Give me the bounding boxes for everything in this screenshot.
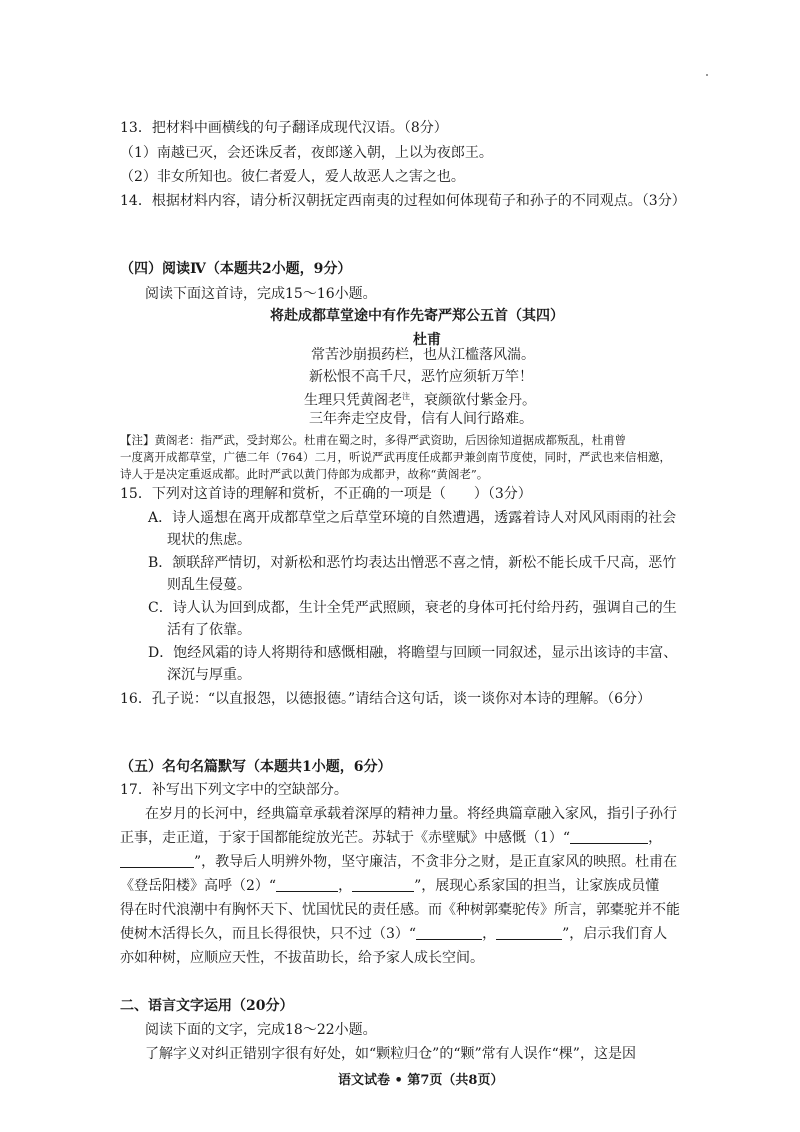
note-line-3: 诗人于是决定重返成都。此时严武以黄门侍郎为成都尹，故称“黄阁老”。 [120,467,489,481]
poem-line-3-part-2: ，衰颜欲付紫金丹。 [410,392,536,409]
blank-3a[interactable] [416,925,482,940]
passage-line-3 [120,852,677,872]
scan-speck [706,74,708,76]
note-marker: 注 [402,392,410,401]
passage-comma-1: ， [648,830,663,846]
option-d-line-2: 深沉与厚重。 [167,667,251,683]
option-c-line-2: 活有了依靠。 [167,622,251,638]
question-14: 14．根据材料内容，请分析汉朝抚定西南夷的过程如何体现荀子和孙子的不同观点。（3分） [120,193,686,209]
blank-2b[interactable] [352,877,414,892]
passage-comma-3: ， [482,926,497,942]
option-b-line-2: 则乱生侵蔓。 [167,577,251,593]
blank-2a[interactable] [276,877,338,892]
passage-line-2 [120,828,662,848]
question-13-stem: 13．把材料中画横线的句子翻译成现代汉语。（8分） [120,120,448,136]
question-13-sentence-1: （1）南越已灭，会还诛反者，夜郎遂入朝，上以为夜郎王。 [120,145,493,161]
section-4-heading: （四）阅读Ⅳ（本题共2小题，9分） [120,261,352,277]
blank-3b[interactable] [496,925,562,940]
poem-line-3-part-1: 生理只凭黄阁老 [304,392,402,409]
passage-line-4-text: 《登岳阳楼》高呼（2）“ [120,878,277,894]
part-2-passage-line-1: 了解字义对纠正错别字很有好处，如“颗粒归仓”的“颗”常有人误作“棵”，这是因 [145,1046,636,1062]
poem-author: 杜甫 [413,332,441,348]
question-17-stem: 17．补写出下列文字中的空缺部分。 [120,782,348,798]
passage-line-5: 得在时代浪潮中有胸怀天下、忧国忧民的责任感。而《种树郭橐驼传》所言，郭橐驼并不能 [120,902,680,918]
part-2-heading: 二、语言文字运用（20分） [120,998,294,1014]
poem-line-3 [304,387,536,411]
passage-line-4 [120,876,659,896]
passage-line-4-tail: ”，展现心系家国的担当，让家族成员懂 [414,878,660,894]
poem-line-4: 三年奔走空皮骨，信有人间行路难。 [309,411,533,427]
poem-line-2: 新松恨不高千尺，恶竹应须斩万竿！ [309,369,533,385]
option-a-line-2: 现状的焦虑。 [167,532,251,548]
passage-comma-2: ， [338,878,353,894]
passage-line-2-text: 正事，走正道，于家于国都能绽放光芒。苏轼于《赤壁赋》中感慨（1）“ [120,830,571,846]
passage-line-1: 在岁月的长河中，经典篇章承载着深厚的精神力量。将经典篇章融入家风，指引子孙行 [145,806,677,822]
blank-1b[interactable] [120,853,194,868]
poem-title: 将赴成都草堂途中有作先寄严郑公五首（其四） [270,308,564,324]
passage-line-3-text: ”，教导后人明辨外物，坚守廉洁，不贪非分之财，是正直家风的映照。杜甫在 [194,854,678,870]
section-4-intro: 阅读下面这首诗，完成15～16小题。 [145,286,377,302]
option-b-line-1: B．颔联辞严情切，对新松和恶竹均表达出憎恶不喜之情，新松不能长成千尺高，恶竹 [148,555,677,571]
passage-line-7: 亦如种树，应顺应天性，不拔苗助长，给予家人成长空间。 [120,950,484,966]
passage-line-6 [120,924,667,944]
option-a-line-1: A．诗人遥想在离开成都草堂之后草堂环境的自然遭遇，透露着诗人对风风雨雨的社会 [148,510,677,526]
section-5-heading: （五）名句名篇默写（本题共1小题，6分） [120,759,392,775]
option-c-line-1: C．诗人认为回到成都，生计全凭严武照顾，衰老的身体可托付给丹药，强调自己的生 [148,600,677,616]
note-line-1: 【注】黄阁老：指严武，受封郑公。杜甫在蜀之时，多得严武资助，后因徐知道据成都叛乱，杜甫曾 [120,433,626,447]
poem-line-1: 常苦沙崩损药栏，也从江槛落风湍。 [311,347,535,363]
blank-1a[interactable] [570,829,648,844]
part-2-intro: 阅读下面的文字，完成18～22小题。 [145,1022,377,1038]
question-15-stem: 15．下列对这首诗的理解和赏析，不正确的一项是（ ）（3分） [120,486,532,502]
page-footer: 语文试卷 • 第7页（共8页） [338,1073,504,1088]
question-16: 16．孔子说：“以直报怨，以德报德。”请结合这句话，谈一谈你对本诗的理解。（6分） [120,691,652,707]
passage-line-6-text: 使树木活得长久，而且长得很快，只不过（3）“ [120,926,417,942]
note-line-2: 一度离开成都草堂，广德二年（764）二月，听说严武再度任成都尹兼剑南节度使，同时，严武也来信相邀， [120,450,671,464]
passage-line-6-tail: ”，启示我们育人 [562,926,668,942]
question-13-sentence-2: （2）非女所知也。彼仁者爱人，爱人故恶人之害之也。 [120,169,465,185]
option-d-line-1: D．饱经风霜的诗人将期待和感慨相融，将瞻望与回顾一同叙述，显示出该诗的丰富、 [148,645,678,661]
